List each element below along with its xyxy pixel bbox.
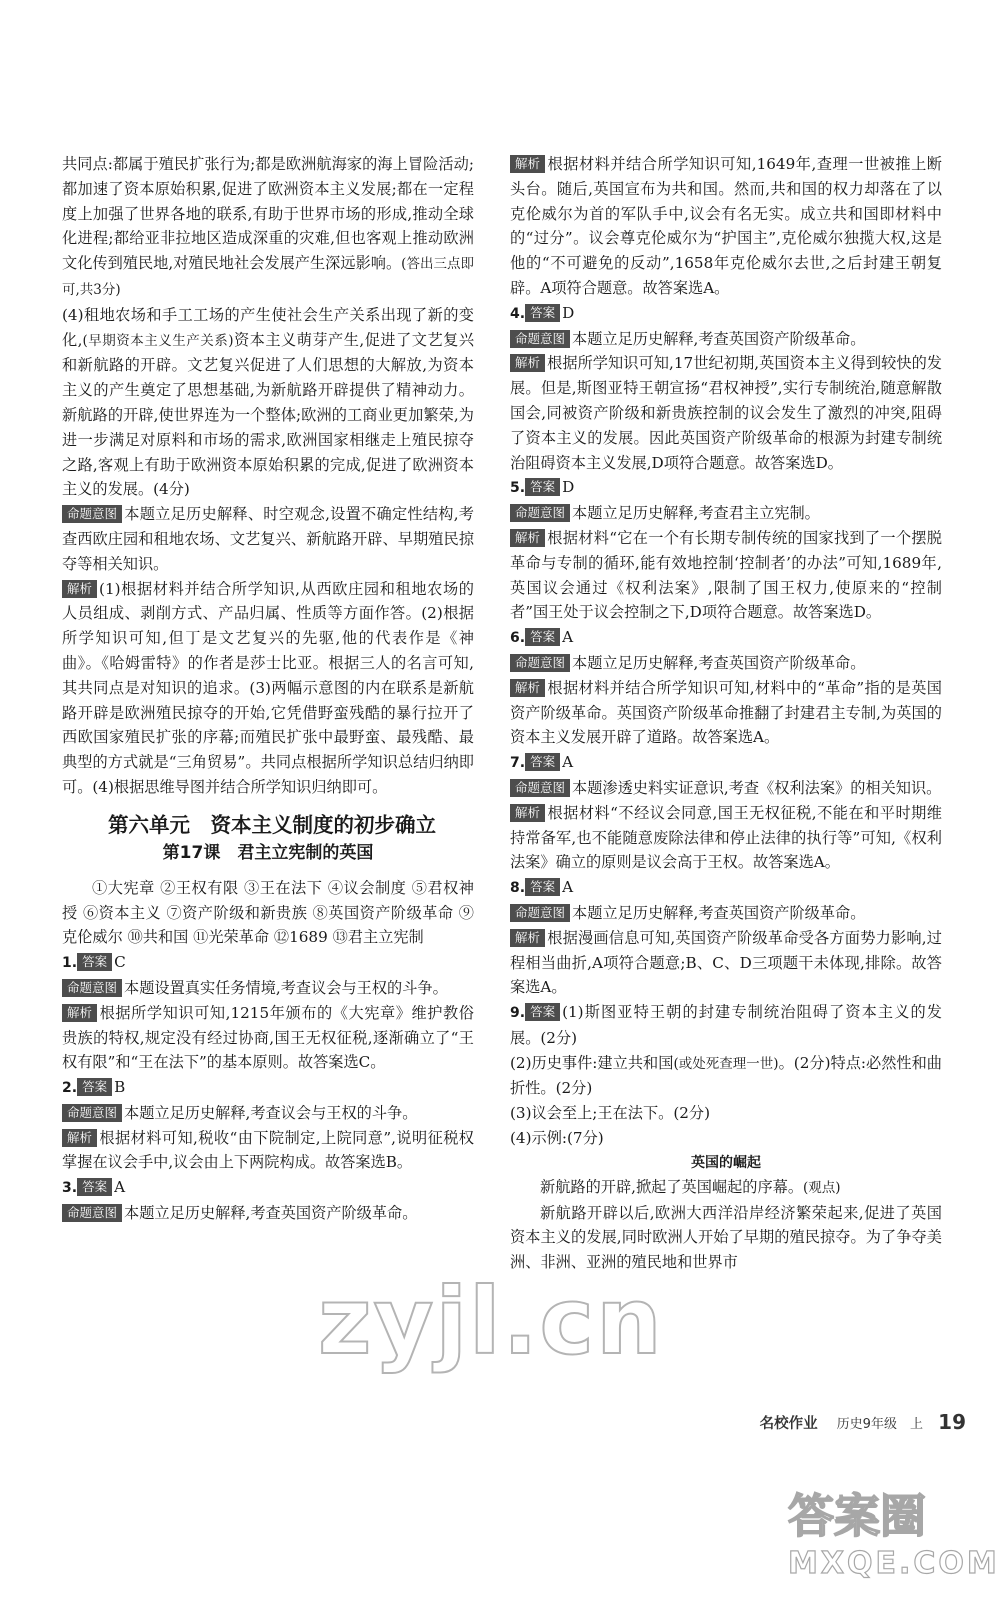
q7-analysis — [510, 801, 942, 875]
intent-tag: 命题意图 — [510, 904, 570, 922]
question-number: 5. — [510, 480, 526, 497]
analysis-tag: 解析 — [510, 155, 545, 173]
analysis-tag: 解析 — [62, 1004, 97, 1022]
analysis-tag: 解析 — [62, 1129, 97, 1147]
answer-value: A — [562, 753, 574, 772]
intent-text: 本题立足历史解释,考查议会与王权的斗争。 — [124, 1103, 418, 1122]
analysis-paragraph — [62, 577, 474, 800]
analysis-tag: 解析 — [510, 679, 545, 697]
answer-tag: 答案 — [77, 953, 112, 971]
keywords-paragraph: ①大宪章 ②王权有限 ③王在法下 ④议会制度 ⑤君权神授 ⑥资本主义 ⑦资产阶级和新贵族 ⑧英国资产阶级革命 ⑨克伦威尔 ⑩共和国 ⑪光荣革命 ⑫1689 ⑬君主立宪制 — [62, 878, 474, 947]
footer-brand: 名校作业 — [759, 1415, 818, 1432]
question-7 — [510, 750, 942, 776]
q3-analysis — [510, 152, 942, 301]
lesson-title: 第17课 君主立宪制的英国 — [162, 842, 374, 863]
intent-paragraph — [62, 502, 474, 576]
q9-part2-a: (2)历史事件:建立共和国 — [510, 1053, 674, 1072]
intent-tag: 命题意图 — [62, 1104, 122, 1122]
q9-part2-note: (或处死查理一世) — [673, 1055, 779, 1072]
analysis-text: 根据材料“不经议会同意,国王无权征税,不能在和平时期维持常备军,也不能随意废除法律和停止法律的执行等”可知,《权利法案》确立的原则是议会高于王权。故答案选A。 — [510, 803, 942, 872]
answer-tag: 答案 — [525, 304, 560, 322]
right-column — [510, 152, 942, 1275]
intent-tag: 命题意图 — [510, 779, 570, 797]
intent-text: 本题立足历史解释,考查英国资产阶级革命。 — [572, 903, 866, 922]
answer-value: D — [562, 478, 575, 497]
score-note: (答出三点即可,共3分) — [62, 256, 474, 298]
q9-part4: (4)示例:(7分) — [510, 1129, 604, 1148]
q7-intent — [510, 776, 942, 801]
answer-tag: 答案 — [525, 878, 560, 896]
answer-tag: 答案 — [525, 753, 560, 771]
intent-tag: 命题意图 — [62, 505, 122, 523]
unit-title: 第六单元 资本主义制度的初步确立 — [108, 812, 436, 837]
question-3 — [62, 1175, 474, 1201]
q4-note: (早期资本主义生产关系) — [82, 332, 234, 349]
left-column — [62, 152, 474, 1226]
logo-en: MXQE.COM — [788, 1546, 1000, 1581]
question-number: 9. — [510, 1005, 526, 1022]
answer-value: B — [114, 1078, 126, 1097]
intent-text: 本题渗透史料实证意识,考查《权利法案》的相关知识。 — [572, 778, 942, 797]
analysis-text: 根据所学知识可知,17世纪初期,英国资本主义得到较快的发展。但是,斯图亚特王朝宣扬“君权神授”,实行专制统治,随意解散国会,同被资产阶级和新贵族控制的议会发生了激烈的冲突,阻碍了资本主义的发展。因此英国资产阶级革命的根源为封建专制统治阻碍资本主义发展,D项符合题意。故答案选D。 — [510, 354, 942, 472]
answer-value: D — [562, 303, 575, 322]
q3-intent — [62, 1201, 474, 1226]
question-5 — [510, 475, 942, 501]
analysis-text: (1)根据材料并结合所学知识,从西欧庄园和租地农场的人员组成、剥削方式、产品归属、性质等方面作答。(2)根据所学知识可知,但丁是文艺复兴的先驱,他的代表作是《神曲》。《哈姆雷特》的作者是莎士比亚。根据三人的名言可知,其共同点是对知识的追求。(3)两幅示意图的内在联系是新航路开辟是欧洲殖民掠夺的开始,它凭借野蛮残酷的暴行拉开了西欧国家殖民扩张的序幕;而殖民扩张中最野蛮、最残酷、最典型的方式就是“三角贸易”。共同点根据所学知识总结归纳即可。(4)根据思维导图并结合所学知识归纳即可。 — [62, 579, 474, 796]
intent-text: 本题立足历史解释、时空观念,设置不确定性结构,考查西欧庄园和租地农场、文艺复兴、新航路开辟、早期殖民掠夺等相关知识。 — [62, 505, 474, 573]
intent-text: 本题立足历史解释,考查英国资产阶级革命。 — [572, 329, 866, 348]
intent-tag: 命题意图 — [510, 654, 570, 672]
q9-part2-b: 。(2分)特点:必然性和曲折性。(2分) — [510, 1053, 942, 1098]
analysis-text: 根据材料可知,税收“由下院制定,上院同意”,说明征税权掌握在议会手中,议会由上下两院构成。故答案选B。 — [62, 1128, 474, 1172]
essay-paragraph-1 — [510, 1175, 942, 1201]
analysis-text: 根据所学知识可知,1215年颁布的《大宪章》维护教俗贵族的特权,规定没有经过协商,国王无权征税,逐渐确立了“王权有限”和“王在法下”的基本原则。故答案选C。 — [62, 1003, 474, 1072]
analysis-tag: 解析 — [510, 804, 545, 822]
analysis-tag: 解析 — [510, 529, 545, 547]
intent-tag: 命题意图 — [510, 330, 570, 348]
question-1 — [62, 950, 474, 976]
q1-intent — [62, 976, 474, 1001]
q8-analysis — [510, 926, 942, 1000]
site-watermark: zyjl.cn — [318, 1268, 664, 1375]
common-points-paragraph — [62, 152, 474, 303]
question-number: 2. — [62, 1080, 78, 1097]
answer-value: A — [562, 628, 574, 647]
intent-tag: 命题意图 — [510, 504, 570, 522]
q2-analysis — [62, 1126, 474, 1176]
question-2 — [62, 1075, 474, 1101]
footer-volume: 上 — [910, 1416, 924, 1432]
intent-text: 本题设置真实任务情境,考查议会与王权的斗争。 — [124, 978, 448, 997]
question-number: 6. — [510, 630, 526, 647]
analysis-text: 根据材料“它在一个有长期专制传统的国家找到了一个摆脱革命与专制的循环,能有效地控制‘控制者’的办法”可知,1689年,英国议会通过《权利法案》,限制了国王权力,使原来的“控制者”国王处于议会控制之下,D项符合题意。故答案选D。 — [510, 528, 942, 622]
question-number: 8. — [510, 880, 526, 897]
answer-value: C — [114, 953, 126, 972]
analysis-text: 根据漫画信息可知,英国资产阶级革命受各方面势力影响,过程相当曲折,A项符合题意;B、C、D三项题干未体现,排除。故答案选A。 — [510, 928, 942, 997]
q8-intent — [510, 901, 942, 926]
answer-value: A — [114, 1178, 126, 1197]
q4-answer-paragraph — [62, 303, 474, 502]
answer-tag: 答案 — [77, 1078, 112, 1096]
analysis-tag: 解析 — [510, 354, 545, 372]
corner-logo-watermark — [788, 1480, 1000, 1590]
intent-text: 本题立足历史解释,考查英国资产阶级革命。 — [124, 1204, 418, 1223]
q9-part3: (3)议会至上;王在法下。(2分) — [510, 1104, 711, 1123]
analysis-text: 根据材料并结合所学知识可知,1649年,查理一世被推上断头台。随后,英国宣布为共和国。然而,共和国的权力却落在了以克伦威尔为首的军队手中,议会有名无实。成立共和国即材料中的“过分”。议会尊克伦威尔为“护国主”,克伦威尔独揽大权,这是他的“不可避免的反动”,1658年克伦威尔去世,之后封建王朝复辟。A项符合题意。故答案选A。 — [510, 155, 942, 297]
page-footer — [760, 1410, 966, 1438]
intent-text: 本题立足历史解释,考查君主立宪制。 — [572, 504, 820, 523]
q9-part1: (1)斯图亚特王朝的封建专制统治阻碍了资本主义的发展。(2分) — [510, 1003, 942, 1047]
analysis-tag: 解析 — [62, 580, 97, 598]
q4-intent — [510, 327, 942, 352]
q5-intent — [510, 501, 942, 526]
page-number: 19 — [938, 1410, 966, 1434]
intent-tag: 命题意图 — [62, 979, 122, 997]
logo-cn: 答案圈 — [788, 1489, 926, 1543]
q2-intent — [62, 1101, 474, 1126]
question-number: 7. — [510, 755, 526, 772]
intent-text: 本题立足历史解释,考查英国资产阶级革命。 — [572, 653, 866, 672]
question-9 — [510, 1000, 942, 1051]
analysis-text: 根据材料并结合所学知识可知,材料中的“革命”指的是英国资产阶级革命。英国资产阶级革命推翻了封建君主专制,为英国的资本主义发展开辟了道路。故答案选A。 — [510, 678, 942, 747]
answer-value: A — [562, 878, 574, 897]
question-number: 1. — [62, 955, 78, 972]
q5-analysis — [510, 526, 942, 625]
analysis-tag: 解析 — [510, 929, 545, 947]
q1-analysis — [62, 1001, 474, 1075]
essay-title: 英国的崛起 — [691, 1154, 761, 1171]
q4-analysis — [510, 351, 942, 475]
answer-tag: 答案 — [525, 628, 560, 646]
essay-p1-text: 新航路的开辟,掀起了英国崛起的序幕。 — [540, 1177, 804, 1196]
q9-part2 — [510, 1051, 942, 1102]
question-8 — [510, 875, 942, 901]
intent-tag: 命题意图 — [62, 1204, 122, 1222]
footer-subject: 历史9年级 — [836, 1416, 897, 1432]
answer-tag: 答案 — [525, 1003, 560, 1021]
question-4 — [510, 301, 942, 327]
question-number: 4. — [510, 305, 526, 322]
q4-text-a: (4)租地农场和手工工场的产生使社会生产关系出现了新的变化, — [62, 305, 474, 349]
question-number: 3. — [62, 1180, 78, 1197]
q6-intent — [510, 651, 942, 676]
answer-tag: 答案 — [525, 478, 560, 496]
q6-analysis — [510, 676, 942, 750]
q4-text-b: 资本主义萌芽产生,促进了文艺复兴和新航路的开辟。文艺复兴促进了人们思想的大解放,为资本主义的产生奠定了思想基础,为新航路开辟提供了精神动力。新航路的开辟,使世界连为一个整体;欧洲的工商业更加繁荣,为进一步满足对原料和市场的需求,欧洲国家相继走上殖民掠夺之路,客观上有助于欧洲资本原始积累的完成,促进了欧洲资本主义的发展。(4分) — [62, 330, 475, 499]
question-6 — [510, 625, 942, 651]
common-points-text: 共同点:都属于殖民扩张行为;都是欧洲航海家的海上冒险活动;都加速了资本原始积累,促进了欧洲资本主义发展;都在一定程度上加强了世界各地的联系,有助于世界市场的形成,推动全球化进程;都给亚非拉地区造成深重的灾难,但也客观上推动欧洲文化传到殖民地,对殖民地社会发展产生深远影响。 — [62, 155, 474, 273]
essay-paragraph-2: 新航路开辟以后,欧洲大西洋沿岸经济繁荣起来,促进了英国资本主义的发展,同时欧洲人开始了早期的殖民掠夺。为了争夺美洲、非洲、亚洲的殖民地和世界市 — [510, 1203, 942, 1272]
answer-tag: 答案 — [77, 1178, 112, 1196]
essay-p1-note: (观点) — [803, 1179, 841, 1196]
